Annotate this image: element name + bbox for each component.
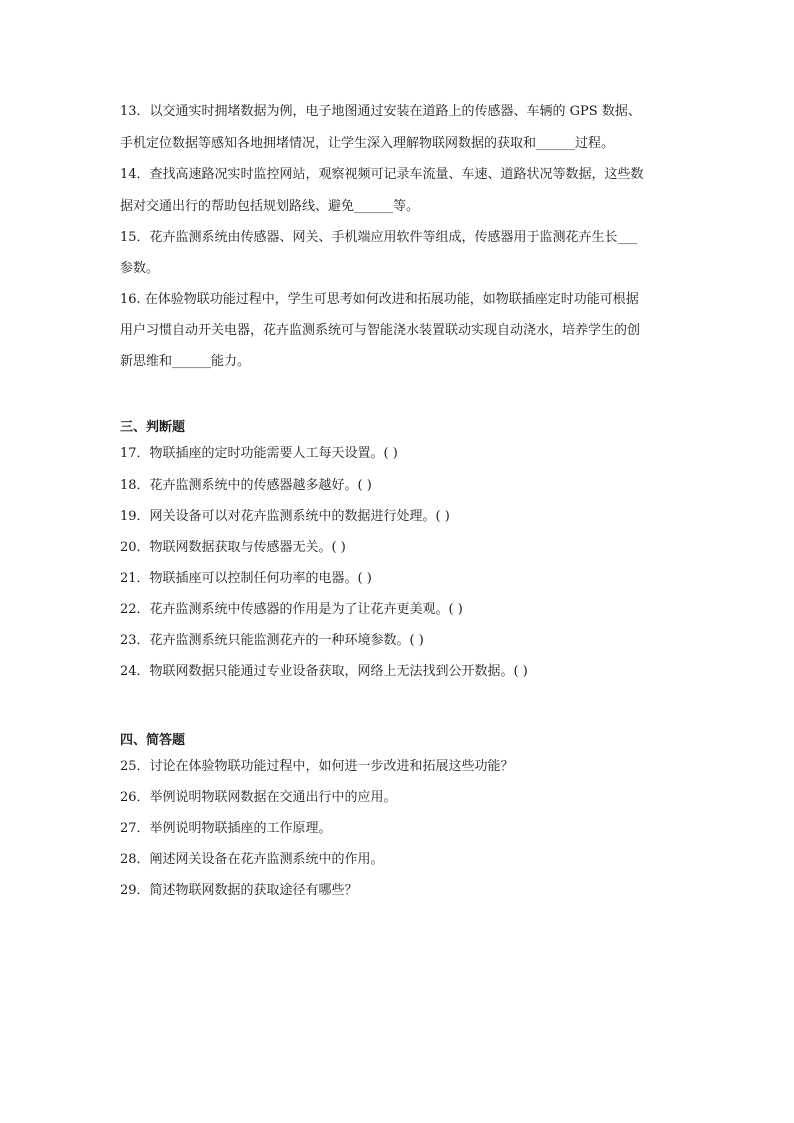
question-19: 19．网关设备可以对花卉监测系统中的数据进行处理。( ) [120,509,450,524]
question-27: 27．举例说明物联插座的工作原理。 [120,821,332,836]
question-15-line-2: 参数。 [120,261,160,276]
question-26: 26．举例说明物联网数据在交通出行中的应用。 [120,790,397,805]
question-15-line-1: 15．花卉监测系统由传感器、网关、手机端应用软件等组成，传感器用于监测花卉生长___ [120,230,638,245]
short-answer-section-heading: 四、简答题 [120,733,186,748]
question-23: 23．花卉监测系统只能监测花卉的一种环境参数。( ) [120,633,424,648]
question-14-line-1: 14．查找高速路况实时监控网站，观察视频可记录车流量、车速、道路状况等数据，这些数 [120,167,644,182]
question-29: 29．简述物联网数据的获取途径有哪些？ [120,883,358,898]
question-21: 21．物联插座可以控制任何功率的电器。( ) [120,571,372,586]
question-18: 18．花卉监测系统中的传感器越多越好。( ) [120,478,372,493]
question-16-line-3: 新思维和______能力。 [120,354,251,369]
judgment-section-heading: 三、判断题 [120,420,186,435]
question-16-line-2: 用户习惯自动开关电器，花卉监测系统可与智能浇水装置联动实现自动浇水，培养学生的创 [120,323,641,338]
question-22: 22．花卉监测系统中传感器的作用是为了让花卉更美观。( ) [120,602,463,617]
question-24: 24．物联网数据只能通过专业设备获取，网络上无法找到公开数据。( ) [120,664,528,679]
question-13-line-2: 手机定位数据等感知各地拥堵情况，让学生深入理解物联网数据的获取和______过程。 [120,136,615,151]
question-16-line-1: 16. 在体验物联功能过程中，学生可思考如何改进和拓展功能，如物联插座定时功能可根据 [120,292,639,307]
question-28: 28．阐述网关设备在花卉监测系统中的作用。 [120,852,384,867]
question-14-line-2: 据对交通出行的帮助包括规划路线、避免______等。 [120,199,420,214]
question-13-line-1: 13．以交通实时拥堵数据为例，电子地图通过安装在道路上的传感器、车辆的 GPS 数据、 [120,104,641,119]
question-20: 20．物联网数据获取与传感器无关。( ) [120,540,346,555]
question-17: 17．物联插座的定时功能需要人工每天设置。( ) [120,446,398,461]
question-25: 25．讨论在体验物联功能过程中，如何进一步改进和拓展这些功能？ [120,759,514,774]
